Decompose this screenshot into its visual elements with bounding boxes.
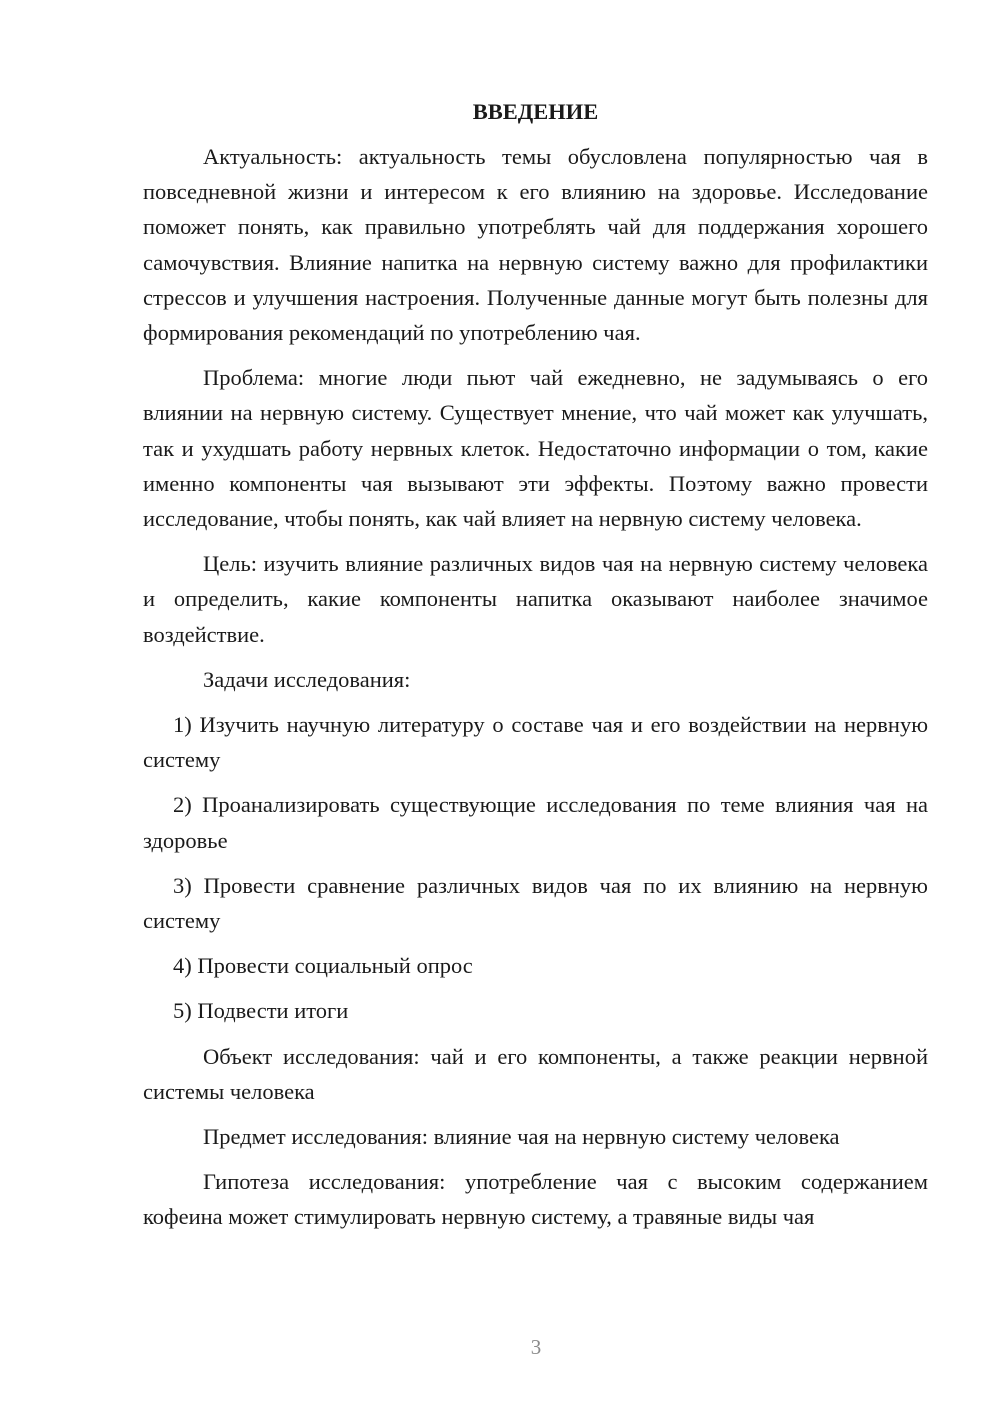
- problem-paragraph: Проблема: многие люди пьют чай ежедневно, не задумываясь о его влиянии на нервную систему. Существует мнение, что чай может как улучшать, так и ухудшать работу нервных клеток. Недостаточно информации о том, какие именно компоненты чая вызывают эти эффекты. Поэтому важно провести исследование, чтобы понять, как чай влияет на нервную систему человека.: [143, 365, 928, 532]
- object-paragraph: Объект исследования: чай и его компоненты, а также реакции нервной системы человека: [143, 1043, 928, 1104]
- page-content: [143, 94, 928, 1245]
- section-heading: ВВЕДЕНИЕ: [472, 99, 599, 124]
- task-item-4: 4) Провести социальный опрос: [173, 953, 473, 979]
- page-number: 3: [530, 1335, 542, 1359]
- goal-paragraph: Цель: изучить влияние различных видов чая на нервную систему человека и определить, какие компоненты напитка оказывают наиболее значимое воздействие.: [143, 551, 928, 647]
- tasks-title: Задачи исследования:: [203, 666, 411, 692]
- task-item-5: 5) Подвести итоги: [173, 998, 349, 1024]
- relevance-paragraph: Актуальность: актуальность темы обусловлена популярностью чая в повседневной жизни и интересом к его влиянию на здоровье. Исследование поможет понять, как правильно употреблять чай для поддержания хорошего самочувствия. Влияние напитка на нервную систему важно для профилактики стрессов и улучшения настроения. Полученные данные могут быть полезны для формирования рекомендаций по употреблению чая.: [143, 144, 928, 346]
- task-item-2: 2) Проанализировать существующие исследования по теме влияния чая на здоровье: [143, 792, 928, 853]
- task-item-3: 3) Провести сравнение различных видов чая по их влиянию на нервную систему: [143, 872, 928, 934]
- hypothesis-paragraph: Гипотеза исследования: употребление чая с высоким содержанием кофеина может стимулировать нервную систему, а травяные виды чая: [143, 1169, 928, 1230]
- subject-paragraph: Предмет исследования: влияние чая на нервную систему человека: [203, 1124, 840, 1150]
- task-item-1: 1) Изучить научную литературу о составе чая и его воздействии на нервную систему: [143, 712, 928, 773]
